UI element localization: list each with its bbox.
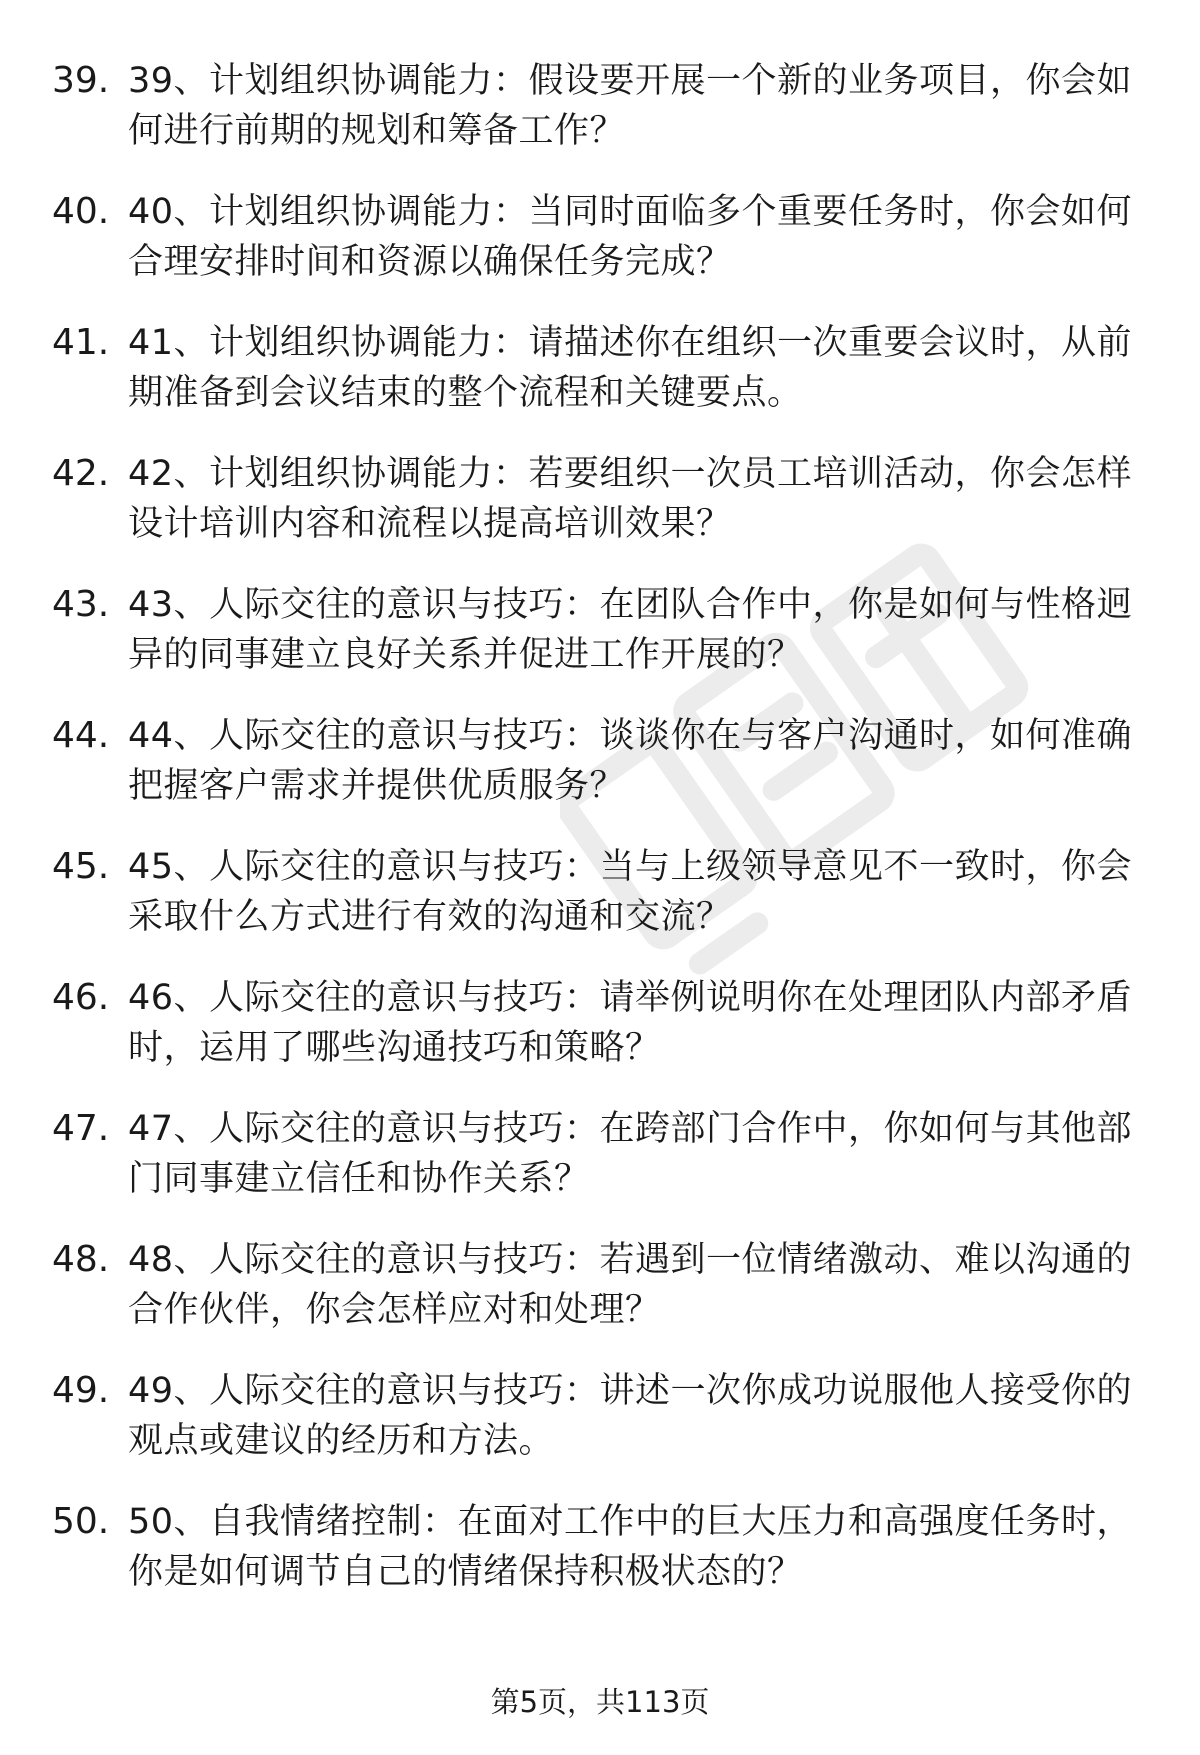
- item-number: 47.: [52, 1108, 110, 1149]
- item-number: 49.: [52, 1370, 110, 1411]
- list-item: [0, 56, 1200, 187]
- list-item: [0, 1104, 1200, 1235]
- list-item: [0, 449, 1200, 580]
- item-number: 39.: [52, 60, 110, 101]
- item-text: 39、计划组织协调能力：假设要开展一个新的业务项目，你会如何进行前期的规划和筹备工作？: [128, 61, 1133, 151]
- list-item: [0, 1235, 1200, 1366]
- item-number: 48.: [52, 1239, 110, 1280]
- list-item: [0, 711, 1200, 842]
- item-number: 45.: [52, 846, 110, 887]
- item-text: 43、人际交往的意识与技巧：在团队合作中，你是如何与性格迥异的同事建立良好关系并促进工作开展的？: [128, 585, 1133, 675]
- item-number: 44.: [52, 715, 110, 756]
- item-text: 44、人际交往的意识与技巧：谈谈你在与客户沟通时，如何准确把握客户需求并提供优质服务？: [128, 716, 1133, 806]
- list-item: [0, 580, 1200, 711]
- item-text: 41、计划组织协调能力：请描述你在组织一次重要会议时，从前期准备到会议结束的整个流程和关键要点。: [128, 323, 1133, 413]
- list-item: [0, 973, 1200, 1104]
- item-number: 41.: [52, 322, 110, 363]
- item-number: 42.: [52, 453, 110, 494]
- item-number: 40.: [52, 191, 110, 232]
- list-item: [0, 318, 1200, 449]
- item-text: 45、人际交往的意识与技巧：当与上级领导意见不一致时，你会采取什么方式进行有效的沟通和交流？: [128, 847, 1133, 937]
- list-item: [0, 842, 1200, 973]
- item-text: 42、计划组织协调能力：若要组织一次员工培训活动，你会怎样设计培训内容和流程以提高培训效果？: [128, 454, 1133, 544]
- item-number: 43.: [52, 584, 110, 625]
- page-footer: 第5页，共113页: [490, 1685, 710, 1719]
- list-item: [0, 1366, 1200, 1497]
- item-text: 50、自我情绪控制：在面对工作中的巨大压力和高强度任务时，你是如何调节自己的情绪保持积极状态的？: [128, 1502, 1133, 1592]
- item-text: 47、人际交往的意识与技巧：在跨部门合作中，你如何与其他部门同事建立信任和协作关系？: [128, 1109, 1133, 1199]
- item-text: 46、人际交往的意识与技巧：请举例说明你在处理团队内部矛盾时，运用了哪些沟通技巧和策略？: [128, 978, 1133, 1068]
- list-item: [0, 1497, 1200, 1628]
- item-text: 48、人际交往的意识与技巧：若遇到一位情绪激动、难以沟通的合作伙伴，你会怎样应对和处理？: [128, 1240, 1133, 1330]
- item-number: 50.: [52, 1501, 110, 1542]
- item-number: 46.: [52, 977, 110, 1018]
- item-text: 40、计划组织协调能力：当同时面临多个重要任务时，你会如何合理安排时间和资源以确保任务完成？: [128, 192, 1133, 282]
- question-list: [0, 56, 1200, 1628]
- item-text: 49、人际交往的意识与技巧：讲述一次你成功说服他人接受你的观点或建议的经历和方法。: [128, 1371, 1133, 1461]
- list-item: [0, 187, 1200, 318]
